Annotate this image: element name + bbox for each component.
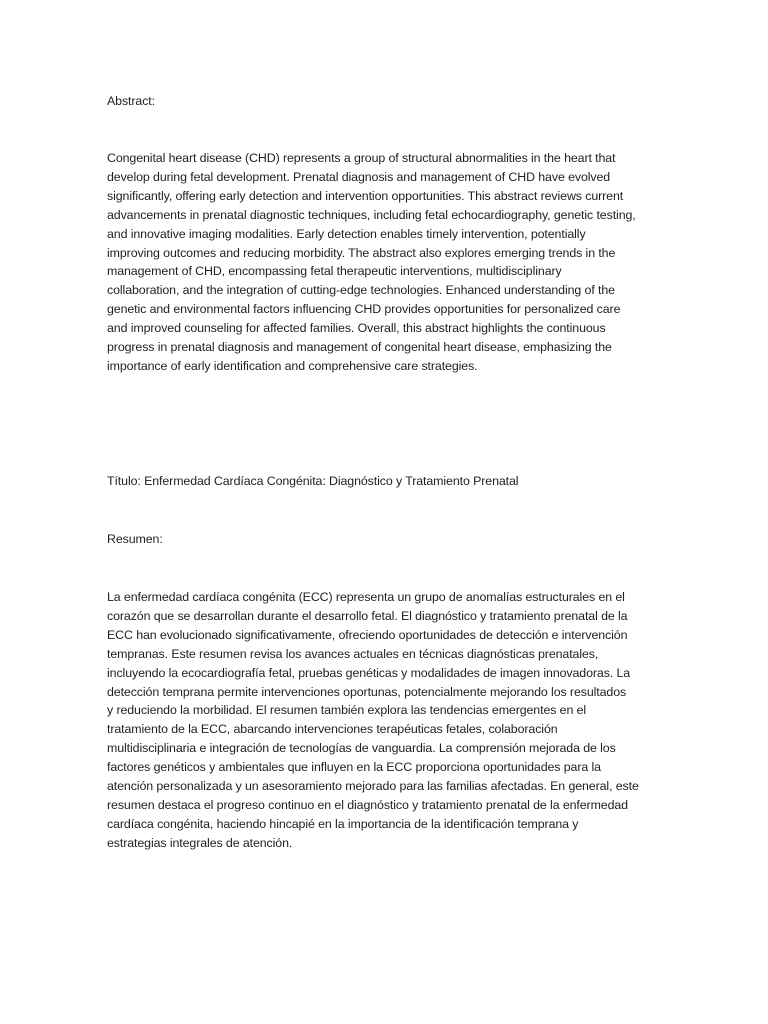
resumen-paragraph (107, 588, 667, 853)
abstract-line: develop during fetal development. Prenatal diagnosis and management of CHD have evolved (107, 169, 611, 184)
resumen-heading: Resumen: (107, 532, 163, 546)
abstract-line: and innovative imaging modalities. Early detection enables timely intervention, potentially (107, 226, 586, 241)
abstract-line: significantly, offering early detection and intervention opportunities. This abstract reviews current (107, 188, 624, 203)
resumen-line: factores genéticos y ambientales que influyen en la ECC proporciona oportunidades para la (107, 760, 601, 775)
abstract-line: genetic and environmental factors influencing CHD provides opportunities for personalized care (107, 302, 621, 317)
resumen-line: tempranas. Este resumen revisa los avances actuales en técnicas diagnósticas prenatales, (107, 646, 599, 661)
abstract-line: Congenital heart disease (CHD) represents a group of structural abnormalities in the heart that (107, 151, 616, 165)
resumen-line: tratamiento de la ECC, abarcando intervenciones terapéuticas fetales, colaboración (107, 722, 558, 737)
abstract-line: management of CHD, encompassing fetal therapeutic interventions, multidisciplinary (107, 264, 562, 279)
resumen-line: cardíaca congénita, haciendo hincapié en la importancia de la identificación temprana y (107, 816, 579, 831)
resumen-line: resumen destaca el progreso continuo en el diagnóstico y tratamiento prenatal de la enfermedad (107, 797, 628, 812)
abstract-line: importance of early identification and comprehensive care strategies. (107, 358, 478, 373)
resumen-line: La enfermedad cardíaca congénita (ECC) representa un grupo de anomalías estructurales en el (107, 590, 625, 604)
resumen-line: atención personalizada y un asesoramiento mejorado para las familias afectadas. En general, este (107, 779, 639, 794)
resumen-line: detección temprana permite intervenciones oportunas, potencialmente mejorando los resultados (107, 684, 627, 699)
resumen-line: y reduciendo la morbilidad. El resumen también explora las tendencias emergentes en el (107, 703, 587, 718)
resumen-line: estrategias integrales de atención. (107, 835, 293, 850)
abstract-line: advancements in prenatal diagnostic techniques, including fetal echocardiography, genetic testing, (107, 207, 636, 222)
resumen-line: corazón que se desarrollan durante el desarrollo fetal. El diagnóstico y tratamiento prenatal de la (107, 608, 628, 623)
resumen-line: incluyendo la ecocardiografía fetal, pruebas genéticas y modalidades de imagen innovadoras. La (107, 665, 631, 680)
abstract-line: and improved counseling for affected families. Overall, this abstract highlights the continuous (107, 321, 606, 336)
resumen-line: multidisciplinaria e integración de tecnologías de vanguardia. La comprensión mejorada de los (107, 741, 616, 756)
abstract-line: collaboration, and the integration of cutting-edge technologies. Enhanced understanding of the (107, 283, 615, 298)
spanish-title: Título: Enfermedad Cardíaca Congénita: Diagnóstico y Tratamiento Prenatal (107, 474, 519, 488)
resumen-line: ECC han evolucionado significativamente, ofreciendo oportunidades de detección e intervención (107, 627, 628, 642)
abstract-line: improving outcomes and reducing morbidity. The abstract also explores emerging trends in the (107, 245, 616, 260)
abstract-paragraph (107, 149, 667, 376)
abstract-heading: Abstract: (107, 94, 155, 108)
abstract-line: progress in prenatal diagnosis and management of congenital heart disease, emphasizing the (107, 340, 612, 355)
